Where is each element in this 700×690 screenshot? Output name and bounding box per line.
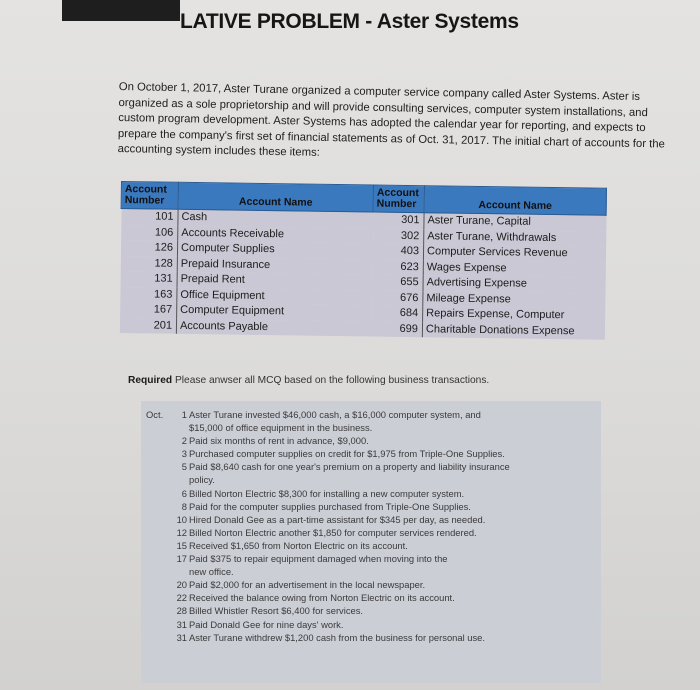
transaction-day: 20: [176, 579, 187, 591]
header-account-name-right: Account Name: [424, 186, 606, 216]
account-number: 167: [120, 302, 177, 318]
transaction-day: 8: [181, 500, 187, 512]
required-instruction: [128, 375, 489, 386]
account-name: Accounts Receivable: [178, 225, 373, 243]
transaction-text: Billed Whistler Resort $6,400 for services.: [189, 605, 364, 617]
transaction-month-spacer: [146, 487, 176, 500]
account-number: 163: [120, 286, 177, 302]
transaction-text: Aster Turane invested $46,000 cash, a $16,000 computer system, and: [189, 409, 481, 420]
account-number: 201: [119, 317, 176, 333]
transaction-item: [146, 460, 596, 473]
transaction-month-spacer: [146, 500, 176, 513]
account-name: Aster Turane, Withdrawals: [424, 229, 606, 247]
transaction-day: 28: [176, 605, 187, 617]
account-name: Prepaid Insurance: [177, 256, 372, 274]
transaction-day: 6: [181, 487, 187, 499]
account-name: Aster Turane, Capital: [424, 213, 606, 232]
transaction-month-spacer: [146, 447, 176, 460]
transaction-item: [146, 539, 596, 552]
transaction-month-spacer: [146, 578, 176, 591]
header-account-number-left: Account Number: [121, 182, 178, 210]
account-number: 126: [120, 240, 177, 256]
transaction-text: Received the balance owing from Norton Electric on its account.: [189, 592, 455, 604]
transaction-day: 3: [181, 448, 187, 460]
account-number: 106: [121, 225, 178, 241]
transaction-month-spacer: [146, 591, 176, 604]
transaction-text: Billed Norton Electric $8,300 for installing a new computer system.: [189, 487, 465, 499]
transaction-day: 12: [176, 526, 187, 538]
transaction-text: Received $1,650 from Norton Electric on its account.: [189, 539, 408, 551]
account-name: Charitable Donations Expense: [422, 322, 604, 340]
transaction-item: [146, 487, 596, 500]
transaction-month-spacer: [146, 552, 176, 565]
transaction-item: [146, 447, 596, 460]
account-number: 684: [372, 306, 423, 322]
transaction-text: Aster Turane withdrew $1,200 cash from the business for personal use.: [189, 631, 485, 643]
transaction-item: [146, 434, 596, 447]
transaction-month-spacer: [146, 618, 176, 631]
transaction-item: [146, 526, 596, 539]
transaction-text-continued: $15,000 of office equipment in the business.: [189, 422, 373, 434]
account-number: 623: [372, 259, 423, 275]
transaction-item: [146, 604, 596, 617]
account-number: 699: [371, 321, 422, 337]
transaction-text-continued: policy.: [189, 474, 215, 486]
header-bar: [62, 0, 180, 21]
transaction-text: Billed Norton Electric another $1,850 for computer services rendered.: [189, 526, 477, 538]
account-name: Cash: [178, 209, 373, 228]
header-account-number-right: Account Number: [373, 185, 424, 213]
transactions-list: [146, 408, 596, 644]
transaction-item: [146, 513, 596, 526]
transaction-month-spacer: [146, 513, 176, 526]
transaction-text: Paid six months of rent in advance, $9,000.: [189, 435, 369, 447]
transaction-month-spacer: [146, 434, 176, 447]
transaction-day: 10: [176, 513, 187, 525]
intro-paragraph: On October 1, 2017, Aster Turane organized a computer service company called Aster Systems. Aster is organized as a sole proprietorship and will provide consulting services, computer system installations, and custom program development. Aster Systems has adopted the calendar year for reporting, and expects to prepare the company's first set of financial statements as of Oct. 31, 2017. The initial chart of accounts for the accounting system includes these items:: [117, 80, 665, 160]
transaction-day: 31: [176, 618, 187, 630]
required-text: Please anwser all MCQ based on the following business transactions.: [172, 375, 490, 386]
transaction-month: Oct.: [146, 409, 164, 420]
account-name: Accounts Payable: [176, 318, 371, 336]
transaction-day: 2: [181, 435, 187, 447]
transaction-item: [146, 618, 596, 631]
transaction-day: 1: [181, 409, 187, 420]
account-number: 302: [373, 228, 424, 244]
header-account-name-left: Account Name: [178, 182, 373, 212]
transaction-text: Purchased computer supplies on credit for $1,975 from Triple-One Supplies.: [189, 448, 505, 460]
account-number: 128: [120, 255, 177, 271]
accounts-table: [119, 181, 607, 340]
transaction-month-spacer: [146, 526, 176, 539]
account-name: Office Equipment: [177, 287, 372, 305]
chart-of-accounts: [119, 181, 607, 340]
account-name: Prepaid Rent: [177, 272, 372, 290]
account-number: 131: [120, 271, 177, 287]
transaction-text: Hired Donald Gee as a part-time assistant for $345 per day, as needed.: [189, 513, 486, 525]
account-number: 301: [373, 212, 424, 229]
transaction-text: Paid $375 to repair equipment damaged when moving into the: [189, 553, 448, 565]
transaction-item: [146, 578, 596, 591]
transaction-text-continued: new office.: [189, 566, 234, 578]
transaction-item: [146, 408, 596, 421]
transaction-day: 17: [176, 553, 187, 565]
transaction-item: [146, 591, 596, 604]
transaction-item: [146, 500, 596, 513]
account-number: 403: [372, 244, 423, 260]
required-label: Required: [128, 375, 173, 386]
page-title: LATIVE PROBLEM - Aster Systems: [180, 10, 519, 33]
account-name: Computer Equipment: [177, 303, 372, 321]
transaction-text: Paid for the computer supplies purchased from Triple-One Supplies.: [189, 500, 471, 512]
transaction-text: Paid Donald Gee for nine days' work.: [189, 618, 344, 630]
transaction-month-spacer: [146, 631, 176, 644]
accounts-table-body: [119, 209, 606, 340]
transaction-item: [146, 631, 596, 644]
transaction-day: 22: [176, 592, 187, 604]
account-number: 101: [121, 209, 178, 226]
account-name: Computer Services Revenue: [423, 244, 605, 262]
transaction-month-spacer: [146, 460, 176, 473]
transaction-month-spacer: [146, 604, 176, 617]
transaction-text: Paid $8,640 cash for one year's premium on a property and liability insurance: [189, 461, 510, 473]
account-name: Computer Supplies: [177, 241, 372, 259]
account-name: Wages Expense: [423, 260, 605, 278]
transaction-day: 15: [176, 539, 187, 551]
transaction-month-spacer: [146, 539, 176, 552]
transaction-text: Paid $2,000 for an advertisement in the local newspaper.: [189, 579, 426, 591]
account-name: Repairs Expense, Computer: [423, 306, 605, 324]
account-number: 676: [372, 290, 423, 306]
transaction-day: 31: [176, 631, 187, 643]
transaction-day: 5: [181, 461, 187, 473]
account-number: 655: [372, 275, 423, 291]
account-name: Mileage Expense: [423, 291, 605, 309]
account-name: Advertising Expense: [423, 275, 605, 293]
transaction-item: [146, 552, 596, 565]
